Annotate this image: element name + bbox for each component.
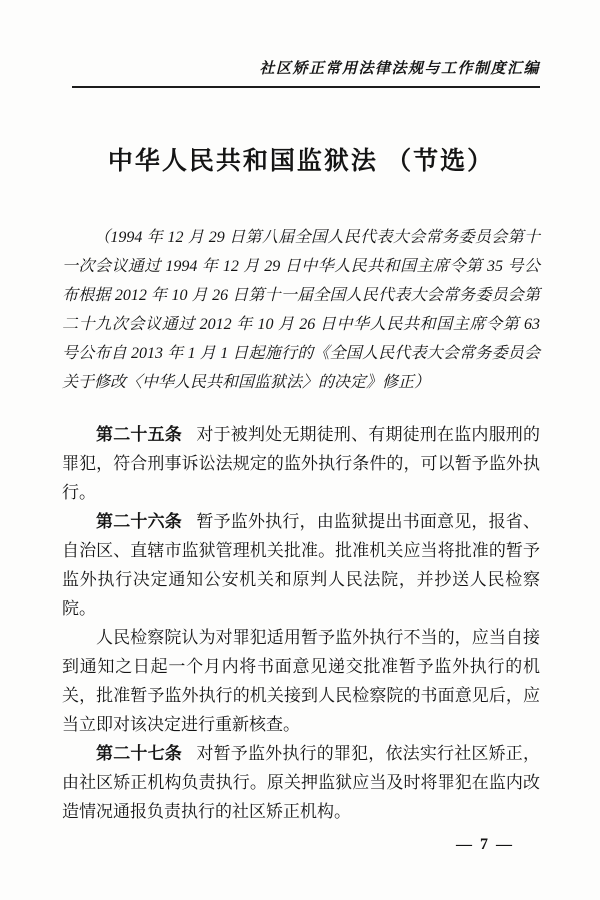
running-header: 社区矫正常用法律法规与工作制度汇编	[259, 61, 540, 77]
article-27-text: 对暂予监外执行的罪犯，依法实行社区矫正，由社区矫正机构负责执行。原关押监狱应当及时将罪犯在监内改造情况通报负责执行的社区矫正机构。	[62, 744, 541, 821]
article-27-label: 第二十七条	[96, 744, 182, 763]
article-25-label: 第二十五条	[96, 425, 182, 444]
article-25-paragraph	[62, 420, 540, 507]
article-26-second-paragraph	[62, 623, 540, 739]
article-body	[62, 420, 540, 826]
article-25-text: 对于被判处无期徒刑、有期徒刑在监内服刑的罪犯，符合刑事诉讼法规定的监外执行条件的，可以暂予监外执行。	[62, 425, 541, 502]
article-26-paragraph	[62, 507, 540, 623]
article-26-label: 第二十六条	[96, 512, 182, 531]
page-number: — 7 —	[456, 836, 514, 853]
enactment-preamble: （1994 年 12 月 29 日第八届全国人民代表大会常务委员会第十一次会议通过 1994 年 12 月 29 日中华人民共和国主席令第 35 号公布根据 2012 年 10 月 26 日第十一届全国人民代表大会常务委员会第二十九次会议通过 2012 年 10 月 26 日中华人民共和国主席令第 63 号公布自 2013 年 1 月 1 日起施行的《全国人民代表大会常务委员会关于修改〈中华人民共和国监狱法〉的决定》修正）	[62, 229, 540, 391]
document-title: 中华人民共和国监狱法 （节选）	[107, 148, 495, 175]
article-27-paragraph	[62, 739, 540, 826]
article-26-text: 暂予监外执行，由监狱提出书面意见，报省、自治区、直辖市监狱管理机关批准。批准机关应当将批准的暂予监外执行决定通知公安机关和原判人民法院，并抄送人民检察院。	[62, 512, 541, 618]
article-26-second-text: 人民检察院认为对罪犯适用暂予监外执行不当的，应当自接到通知之日起一个月内将书面意见递交批准暂予监外执行的机关，批准暂予监外执行的机关接到人民检察院的书面意见后，应当立即对该决定进行重新核查。	[62, 628, 540, 734]
header-divider	[72, 86, 540, 88]
